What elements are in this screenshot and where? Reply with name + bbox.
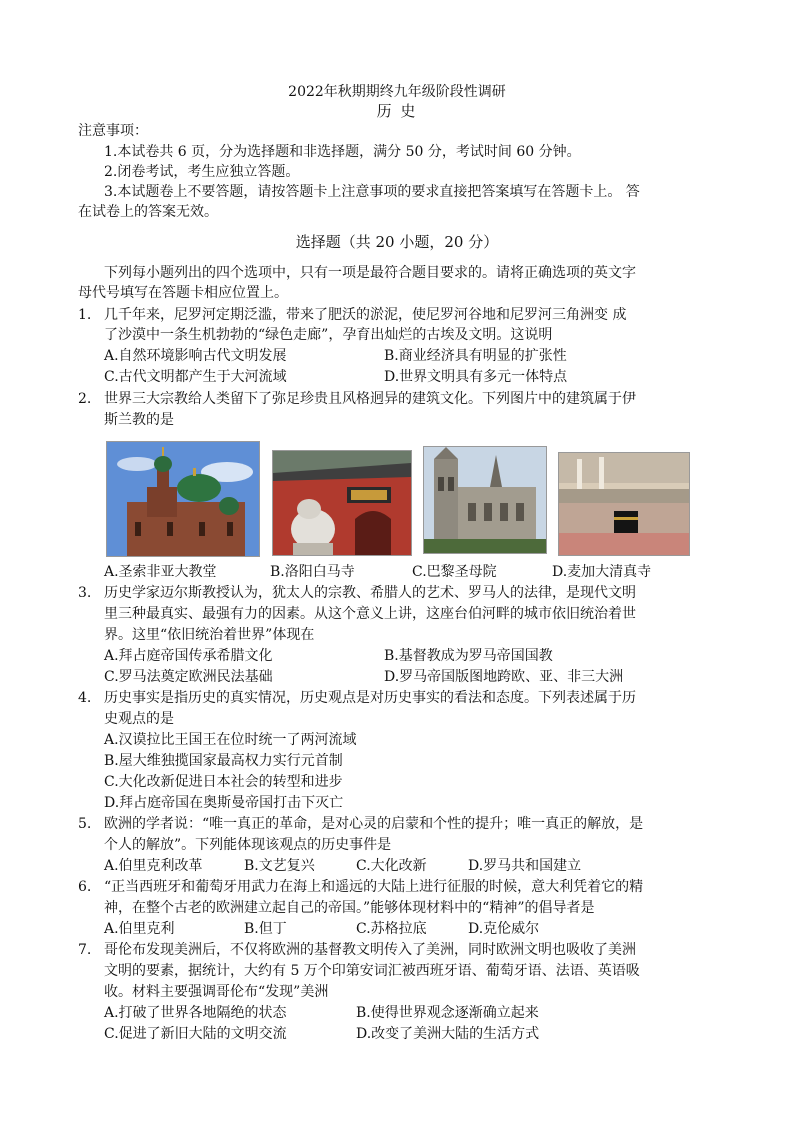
question-text: 神，在整个古老的欧洲建立起自己的帝国。”能够体现材料中的“精神”的倡导者是 [104,900,595,916]
option-a: A.汉谟拉比王国王在位时统一了两河流域 [104,732,357,748]
notre-dame-image [423,446,547,554]
option-b: B.基督教成为罗马帝国国教 [384,648,553,664]
notice-item: 3.本试题卷上不要答题，请按答题卡上注意事项的要求直接把答案填写在答题卡上。 答 [104,184,640,200]
question-text: 文明的要素，据统计，大约有 5 万个印第安词汇被西班牙语、葡萄牙语、法语、英语吸 [104,963,640,979]
question-text: 界。这里“依旧统治着世界”体现在 [104,627,315,643]
white-horse-temple-image [272,450,412,556]
option-d: D.麦加大清真寺 [552,564,652,580]
question-number: 4. [78,690,92,706]
question-text: 哥伦布发现美洲后，不仅将欧洲的基督教文明传入了美洲，同时欧洲文明也吸收了美洲 [104,942,636,958]
option-b: B.屋大维独揽国家最高权力实行元首制 [104,753,343,769]
option-b: B.但丁 [244,921,287,937]
notice-item: 在试卷上的答案无效。 [78,204,218,220]
option-b: B.洛阳白马寺 [270,564,355,580]
option-a: A.自然环境影响古代文明发展 [104,348,287,364]
option-b: B.文艺复兴 [244,858,315,874]
question-number: 2. [78,391,92,407]
option-c: C.罗马法奠定欧洲民法基础 [104,669,273,685]
section-title: 选择题（共 20 小题，20 分） [295,233,499,251]
question-number: 5. [78,816,92,832]
question-text: 世界三大宗教给人类留下了弥足珍贵且风格迥异的建筑文化。下列图片中的建筑属于伊 [104,391,636,407]
option-d: D.罗马帝国版图地跨欧、亚、非三大洲 [384,669,624,685]
notice-item: 2.闭卷考试，考生应独立答题。 [104,164,300,180]
option-d: D.克伦威尔 [468,921,540,937]
option-b: B.使得世界观念逐渐确立起来 [356,1005,539,1021]
notice-item: 1.本试卷共 6 页，分为选择题和非选择题，满分 50 分，考试时间 60 分钟。 [104,144,581,160]
question-text: 历史学家迈尔斯教授认为，犹太人的宗教、希腊人的艺术、罗马人的法律，是现代文明 [104,585,636,601]
question-number: 6. [78,879,92,895]
question-number: 3. [78,585,92,601]
option-d: D.世界文明具有多元一体特点 [384,369,568,385]
option-c: C.巴黎圣母院 [412,564,497,580]
option-a: A.伯里克利 [104,921,175,937]
saint-sophia-cathedral-image [106,441,260,557]
question-number: 7. [78,942,92,958]
exam-subject: 历 史 [376,102,418,120]
option-d: D.拜占庭帝国在奥斯曼帝国打击下灭亡 [104,795,344,811]
question-text: 史观点的是 [104,711,174,727]
exam-title: 2022年秋期期终九年级阶段性调研 [288,84,506,100]
option-c: C.大化改新促进日本社会的转型和进步 [104,774,343,790]
question-text: 欧洲的学者说：“唯一真正的革命，是对心灵的启蒙和个性的提升；唯一真正的解放，是 [104,816,644,832]
option-c: C.古代文明都产生于大河流域 [104,369,287,385]
option-d: D.改变了美洲大陆的生活方式 [356,1026,540,1042]
question-text: 了沙漠中一条生机勃勃的“绿色走廊”，孕育出灿烂的古埃及文明。这说明 [104,327,553,343]
question-text: 历史事实是指历史的真实情况，历史观点是对历史事实的看法和态度。下列表述属于历 [104,690,636,706]
section-instruction: 下列每小题列出的四个选项中，只有一项是最符合题目要求的。请将正确选项的英文字 [104,265,636,281]
option-a: A.圣索非亚大教堂 [104,564,217,580]
option-d: D.罗马共和国建立 [468,858,582,874]
question-text: 几千年来，尼罗河定期泛滥，带来了肥沃的淤泥，使尼罗河谷地和尼罗河三角洲变 成 [104,307,627,323]
option-c: C.苏格拉底 [356,921,427,937]
question-text: 斯兰教的是 [104,412,174,428]
question-number: 1. [78,307,92,323]
section-instruction: 母代号填写在答题卡相应位置上。 [78,285,288,301]
question-text: 个人的解放”。下列能体现该观点的历史事件是 [104,837,392,853]
option-a: A.伯里克利改革 [104,858,203,874]
great-mosque-mecca-image [558,452,690,556]
option-c: C.促进了新旧大陆的文明交流 [104,1026,287,1042]
option-a: A.拜占庭帝国传承希腊文化 [104,648,273,664]
question-text: 收。材料主要强调哥伦布“发现”美洲 [104,984,329,1000]
option-a: A.打破了世界各地隔绝的状态 [104,1005,287,1021]
question-text: 里三种最真实、最强有力的因素。从这个意义上讲，这座台伯河畔的城市依旧统治着世 [104,606,636,622]
option-b: B.商业经济具有明显的扩张性 [384,348,567,364]
notice-heading: 注意事项： [78,123,148,139]
option-c: C.大化改新 [356,858,427,874]
question-text: “正当西班牙和葡萄牙用武力在海上和遥远的大陆上进行征服的时候，意大利凭着它的精 [104,879,644,895]
